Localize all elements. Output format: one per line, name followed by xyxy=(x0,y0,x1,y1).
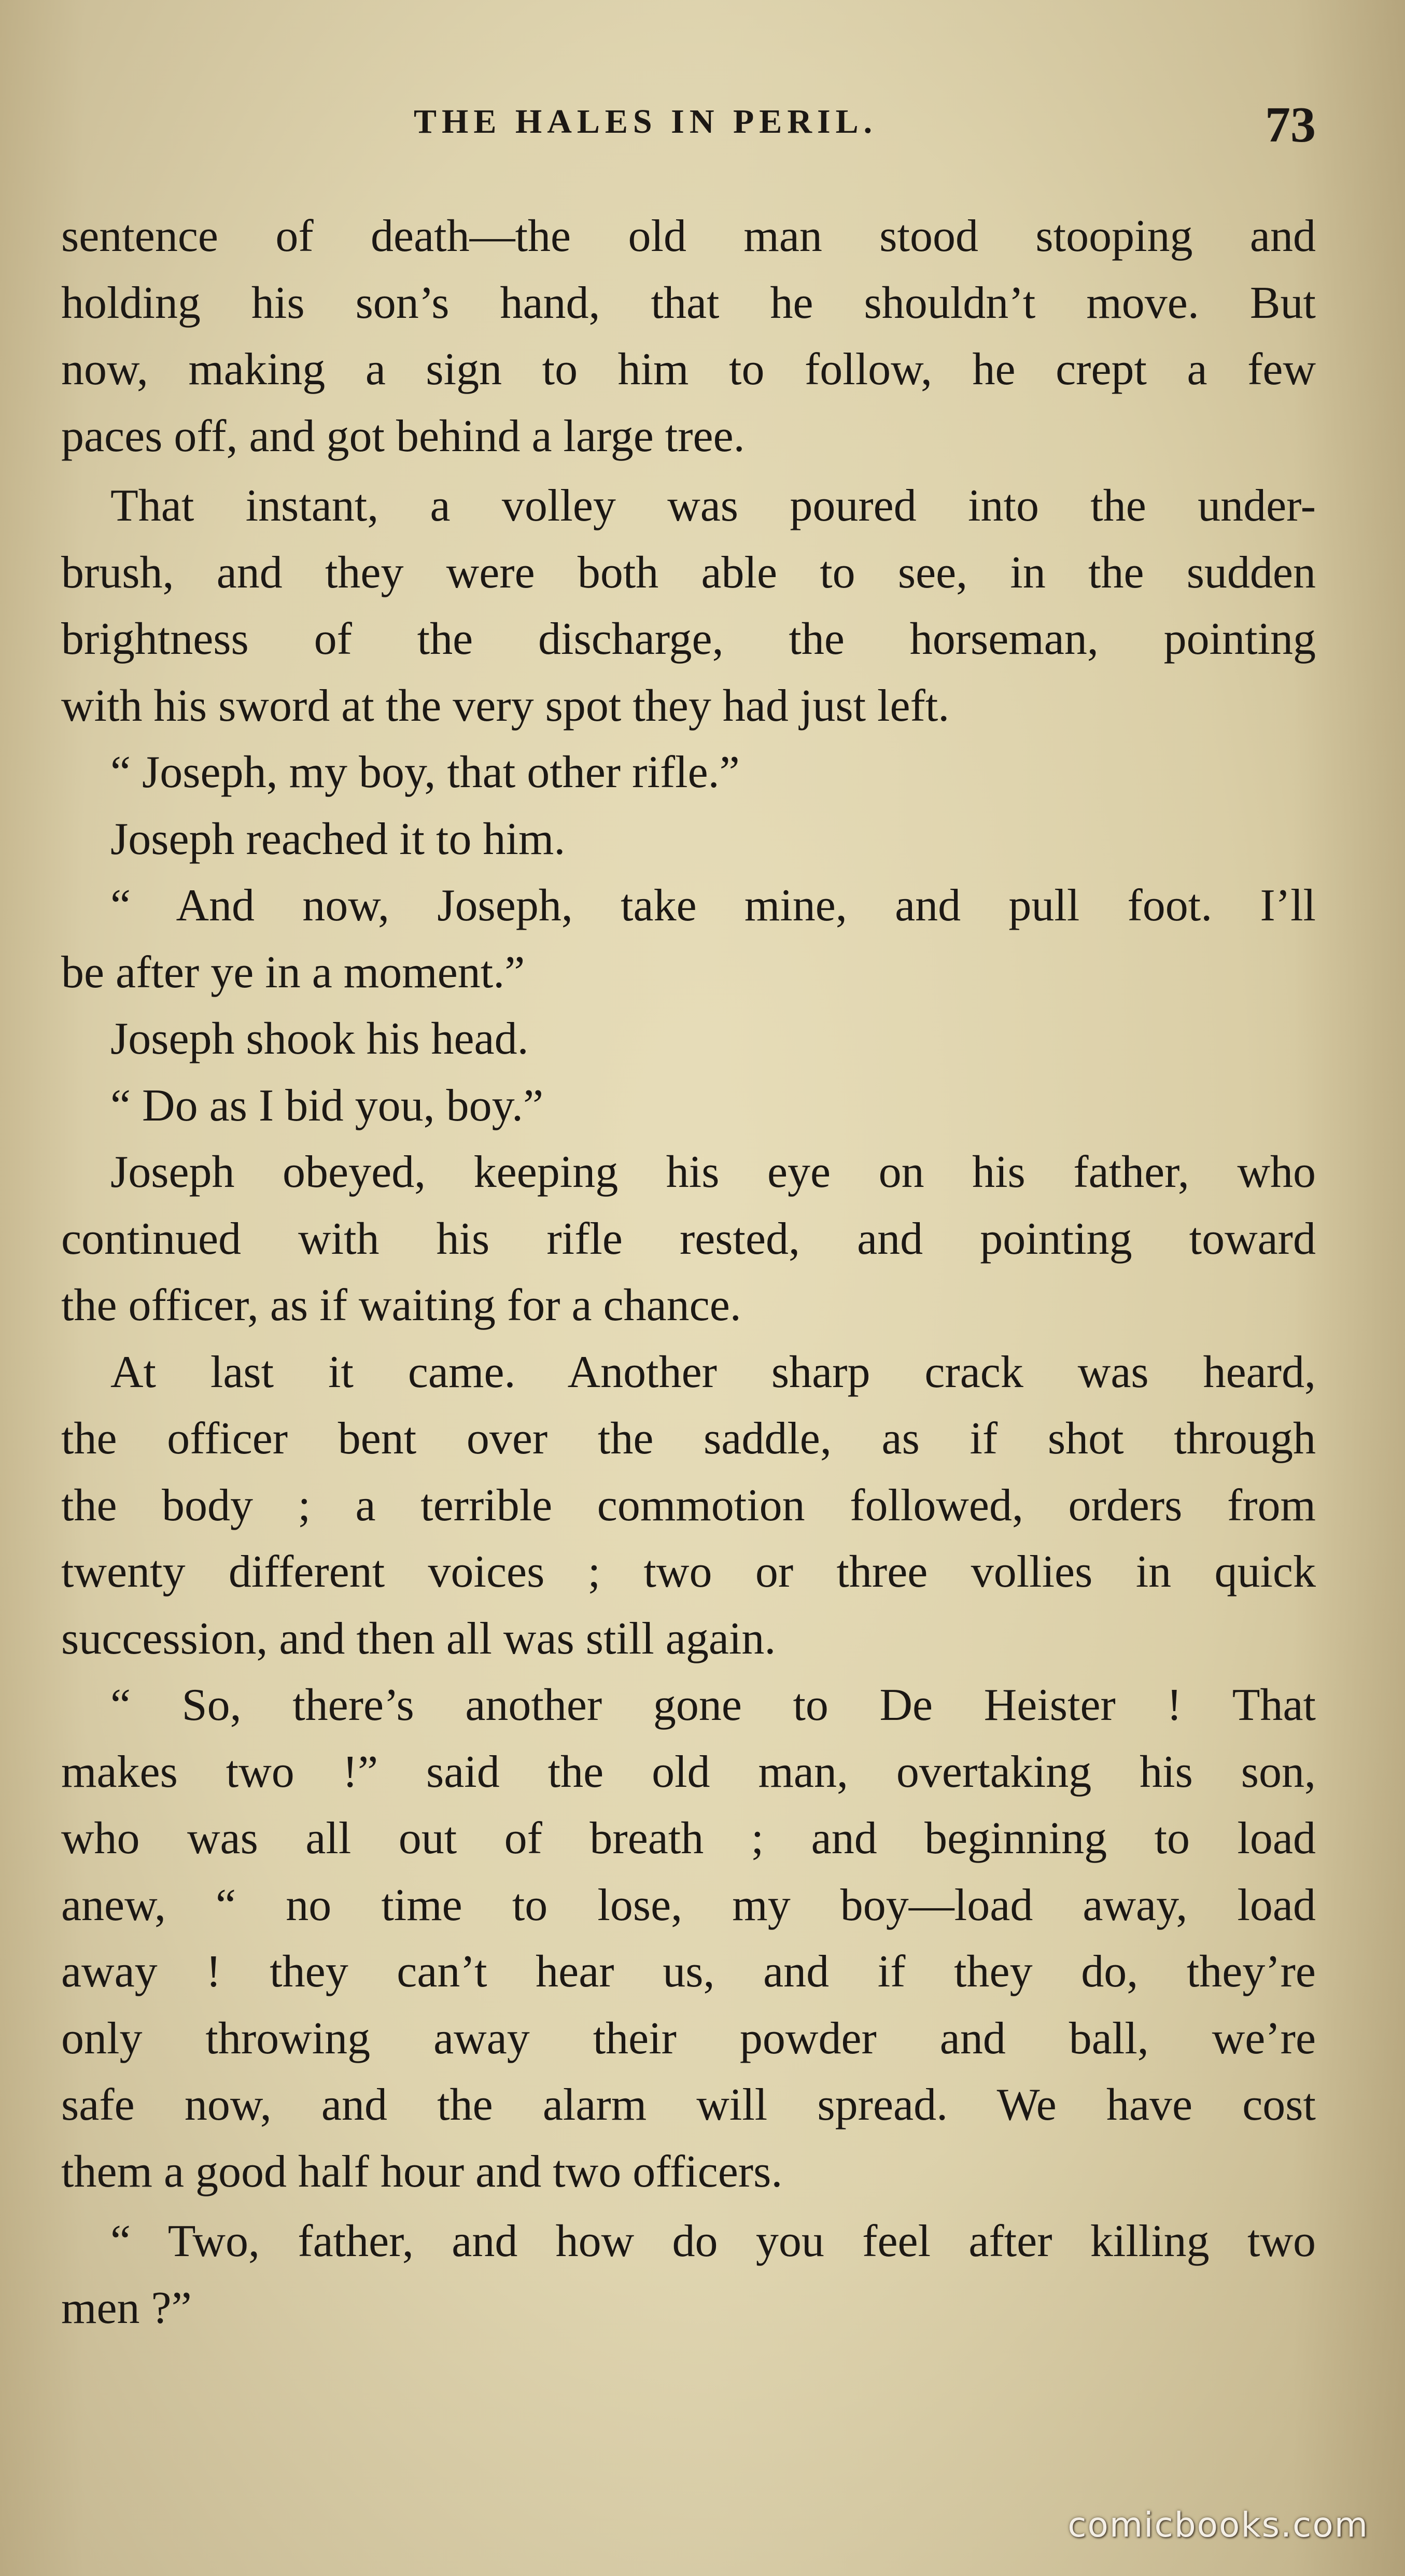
text-line: twenty different voices ; two or three vollies in quick xyxy=(61,1547,1316,1597)
text-line: Joseph shook his head. xyxy=(110,1014,529,1064)
text-line: the officer bent over the saddle, as if shot through xyxy=(61,1413,1316,1464)
text-line: the officer, as if waiting for a chance. xyxy=(61,1280,741,1331)
text-line: brightness of the discharge, the horseman, pointing xyxy=(61,614,1316,664)
text-line: now, making a sign to him to follow, he crept a few xyxy=(61,344,1316,395)
text-line: That instant, a volley was poured into the under- xyxy=(110,481,1316,531)
text-line: only throwing away their powder and ball, we’re xyxy=(61,2013,1316,2064)
text-line: men ?” xyxy=(61,2283,192,2333)
text-line: paces off, and got behind a large tree. xyxy=(61,411,745,461)
page-header xyxy=(61,96,1316,158)
text-line: “ And now, Joseph, take mine, and pull foot. I’ll xyxy=(110,880,1316,931)
text-line: safe now, and the alarm will spread. We have cost xyxy=(61,2080,1316,2130)
watermark: comicbooks.com xyxy=(1067,2505,1369,2545)
text-line: anew, “ no time to lose, my boy—load away, load xyxy=(61,1880,1316,1930)
text-line: with his sword at the very spot they had just left. xyxy=(61,680,950,731)
text-line: Joseph reached it to him. xyxy=(110,814,566,864)
text-line: be after ye in a moment.” xyxy=(61,947,525,998)
text-line: brush, and they were both able to see, in the sudden xyxy=(61,547,1316,598)
text-line: them a good half hour and two officers. xyxy=(61,2146,783,2197)
text-line: makes two !” said the old man, overtaking his son, xyxy=(61,1746,1316,1797)
page-number: 73 xyxy=(1265,97,1316,153)
text-line: continued with his rifle rested, and pointing toward xyxy=(61,1213,1316,1264)
text-line: “ Joseph, my boy, that other rifle.” xyxy=(110,747,740,797)
text-line: sentence of death—the old man stood stooping and xyxy=(61,211,1316,261)
text-line: “ So, there’s another gone to De Heister ! That xyxy=(110,1680,1316,1730)
text-line: “ Do as I bid you, boy.” xyxy=(110,1080,544,1131)
text-line: “ Two, father, and how do you feel after killing two xyxy=(110,2216,1316,2266)
text-line: away ! they can’t hear us, and if they do, they’re xyxy=(61,1947,1316,1997)
running-head: THE HALES IN PERIL. xyxy=(414,103,878,141)
text-line: holding his son’s hand, that he shouldn’t move. But xyxy=(61,277,1316,328)
body-text xyxy=(61,203,1316,2342)
text-line: the body ; a terrible commotion followed, orders from xyxy=(61,1480,1316,1531)
text-line: Joseph obeyed, keeping his eye on his father, who xyxy=(110,1147,1316,1197)
text-line: succession, and then all was still again. xyxy=(61,1613,776,1664)
text-line: who was all out of breath ; and beginning to load xyxy=(61,1813,1316,1864)
text-line: At last it came. Another sharp crack was heard, xyxy=(110,1347,1316,1397)
